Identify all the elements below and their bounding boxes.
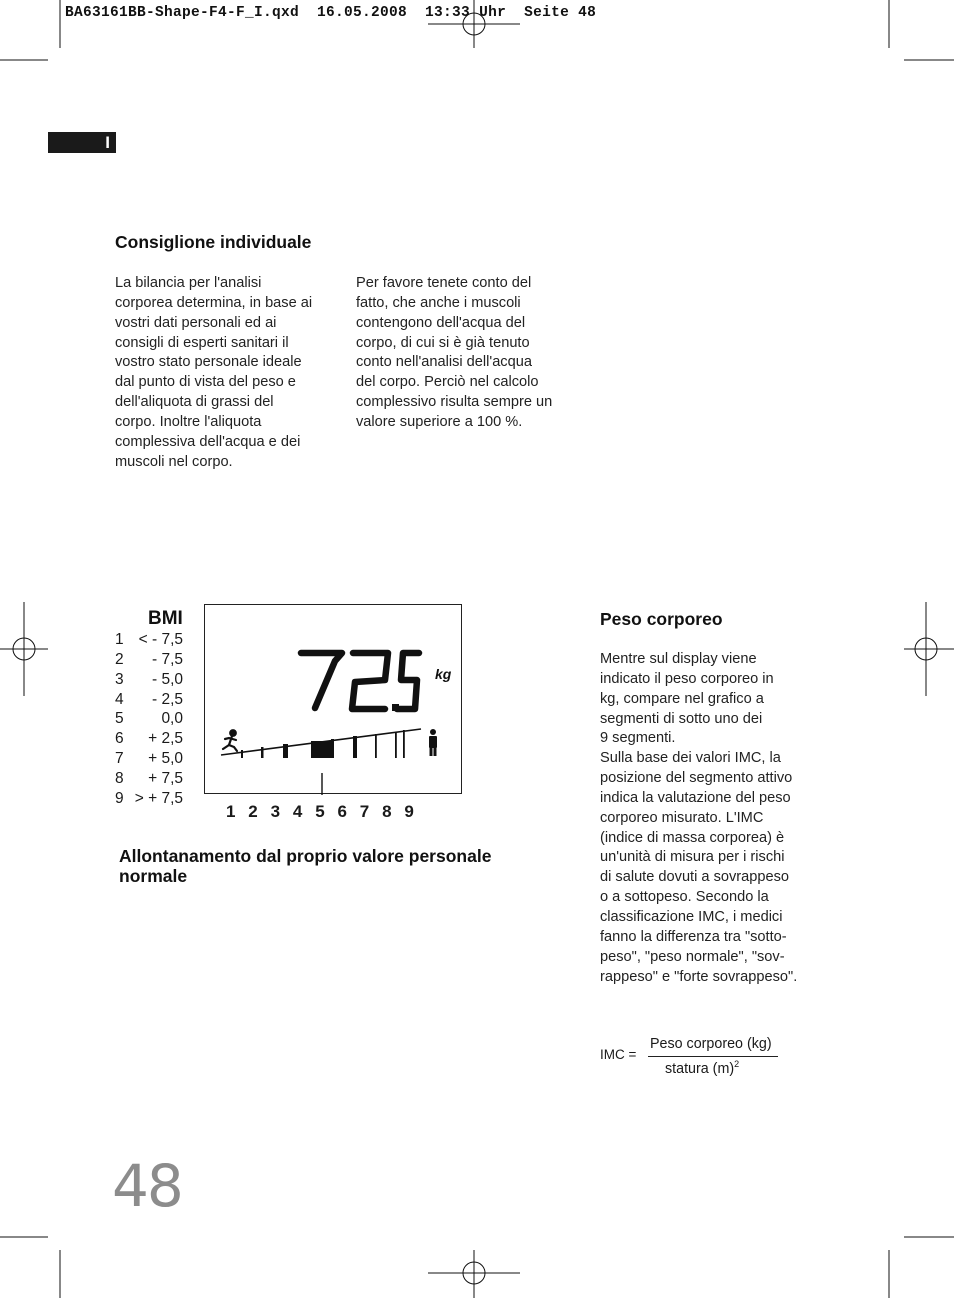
scale-display <box>204 604 462 794</box>
segment-bar-4-active <box>311 741 331 758</box>
segment-numbers: 1 2 3 4 5 6 7 8 9 <box>226 802 414 821</box>
standing-person-icon <box>429 729 437 756</box>
formula-denominator: statura $(m)^2$ <box>665 1059 740 1077</box>
fraction-bar <box>648 1056 778 1057</box>
page-number: 48 <box>112 1152 182 1220</box>
language-tab: I <box>48 132 116 153</box>
segment-bar-1 <box>241 750 243 758</box>
segment-bar-3 <box>283 744 288 758</box>
segment-bar-2 <box>261 747 264 758</box>
display-unit: kg <box>435 666 452 682</box>
segment-bar-8 <box>395 732 397 758</box>
section-title-body-weight: Peso corporeo <box>600 609 723 629</box>
display-graphic <box>205 605 463 795</box>
segment-bar-6 <box>353 736 357 758</box>
paragraph-col1: La bilancia per l'analisi corporea determina, in base ai vostri dati personali ed ai consigli di esperti sanitari il vostro stato personale ideale dal punto di vista del peso e dell'aliquota di grassi del corpo. Inoltre l'aliquota complessiva dell'acqua e dei muscoli nel corpo. <box>115 275 313 470</box>
segment-bar-5 <box>331 739 334 758</box>
display-caption: Allontanamento dal proprio valore personale normale <box>119 846 492 886</box>
registration-mark-right <box>904 602 954 696</box>
registration-mark-bottom <box>428 1250 520 1298</box>
section-title-individual-advice: Consiglione individuale <box>115 232 312 252</box>
registration-mark-left <box>0 602 48 696</box>
formula-lhs: IMC = <box>600 1047 637 1062</box>
file-slug: BA63161BB-Shape-F4-F_I.qxd 16.05.2008 13:33 Uhr Seite 48 <box>65 5 597 21</box>
display-weight-value <box>301 653 419 711</box>
paragraph-col2: Per favore tenete conto del fatto, che anche i muscoli contengono dell'acqua del corpo, di cui si è già tenuto conto nell'analisi dell'acqua del corpo. Perciò nel calcolo complessivo risulta sempre un valore superiore a 100 %. <box>356 275 553 430</box>
segment-bar-9 <box>403 730 405 758</box>
paragraph-body-weight: Mentre sul display viene indicato il peso corporeo in kg, compare nel grafico a segmenti di sotto uno dei 9 segmenti. Sulla base dei valori IMC, la posizione del segmento attivo indica la valutazione del peso corporeo misurato. L'IMC (indice di massa corporea) è un'unità di misura per i rischi di salute dovuti a sovrappeso o a sottopeso. Secondo la classificazione IMC, i medici fanno la differenza tra "sotto- peso", "peso normale", "sov- rappeso" e "forte sovrappeso". <box>600 651 798 985</box>
formula-numerator: Peso corporeo (kg) <box>650 1036 772 1052</box>
running-person-icon <box>223 730 237 751</box>
bmi-title: BMI <box>148 608 183 629</box>
segment-bar-7 <box>375 734 377 758</box>
